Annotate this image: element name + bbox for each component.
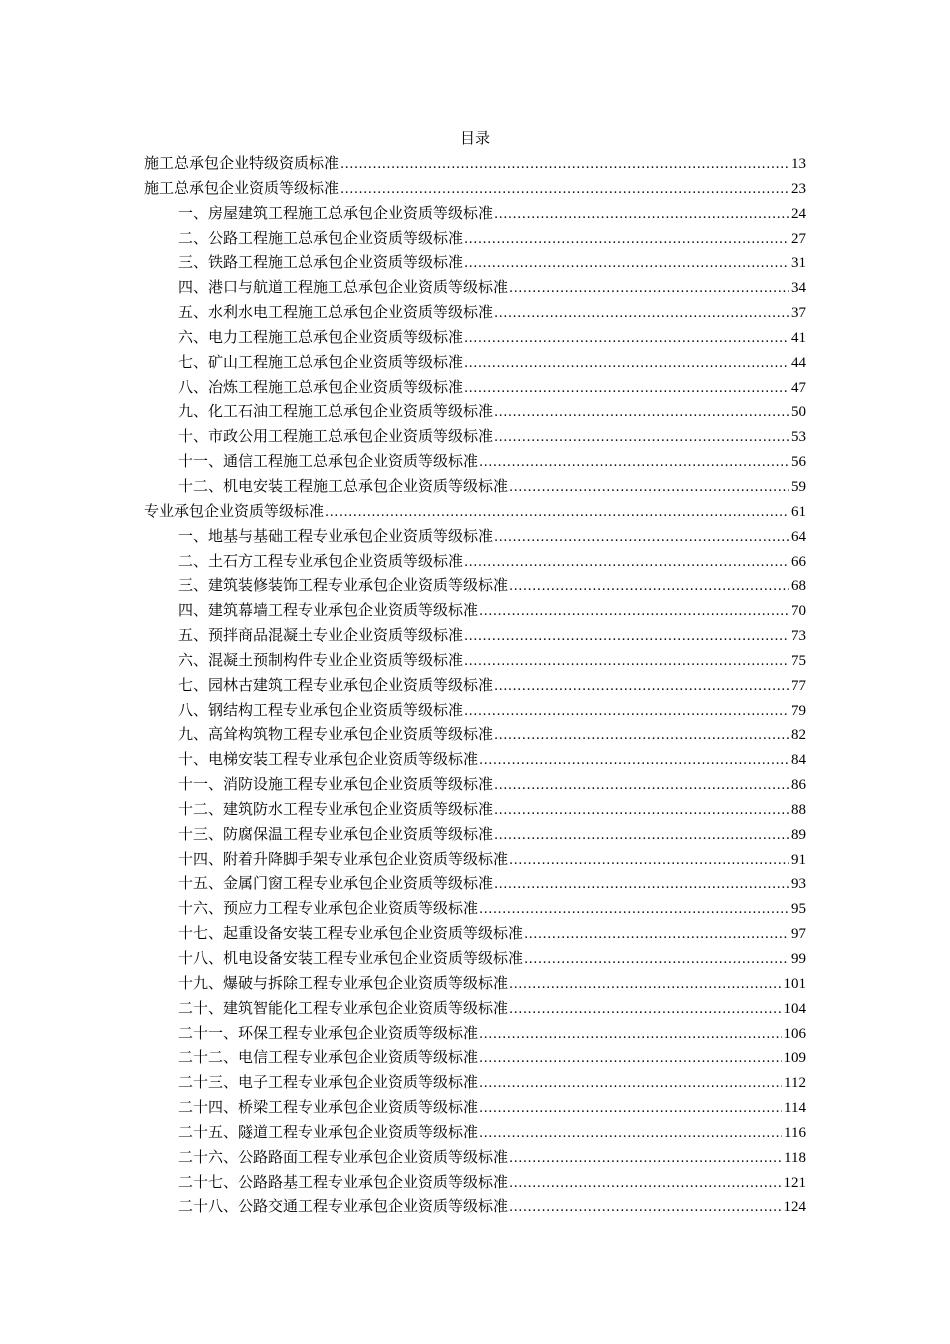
toc-page-number: 104 (783, 1000, 806, 1017)
toc-page-number: 75 (791, 652, 806, 669)
toc-entry-title: 专业承包企业资质等级标准 (144, 501, 325, 520)
toc-entry[interactable] (144, 971, 806, 996)
toc-entry[interactable] (144, 1145, 806, 1170)
toc-entry-title: 五、水利水电工程施工总承包企业资质等级标准 (178, 303, 494, 322)
toc-entry[interactable] (144, 573, 806, 598)
toc-entry[interactable] (144, 946, 806, 971)
toc-page-number: 47 (791, 379, 806, 396)
toc-page-number: 73 (791, 628, 806, 645)
toc-dot-leader (464, 352, 789, 377)
toc-entry-title: 十一、通信工程施工总承包企业资质等级标准 (178, 452, 479, 471)
toc-page-number: 91 (791, 851, 806, 868)
toc-entry[interactable] (144, 847, 806, 872)
toc-page-number: 109 (783, 1050, 806, 1067)
toc-dot-leader (494, 774, 789, 799)
toc-entry-title: 二十三、电子工程专业承包企业资质等级标准 (178, 1073, 479, 1092)
toc-entry[interactable] (144, 648, 806, 673)
toc-dot-leader (509, 998, 781, 1023)
toc-entry-title: 六、混凝土预制构件专业企业资质等级标准 (178, 650, 464, 669)
toc-entry[interactable] (144, 772, 806, 797)
toc-page-number: 82 (791, 727, 806, 744)
toc-dot-leader (464, 252, 789, 277)
toc-entry[interactable] (144, 449, 806, 474)
toc-entry[interactable] (144, 325, 806, 350)
toc-page-number: 23 (791, 180, 806, 197)
toc-dot-leader (494, 302, 789, 327)
toc-entry-title: 十、市政公用工程施工总承包企业资质等级标准 (178, 427, 494, 446)
toc-entry[interactable] (144, 424, 806, 449)
toc-entry-title: 二十、建筑智能化工程专业承包企业资质等级标准 (178, 998, 509, 1017)
toc-dot-leader (509, 476, 789, 501)
toc-entry[interactable] (144, 375, 806, 400)
toc-dot-leader (479, 749, 789, 774)
toc-entry-title: 二、土石方工程专业承包企业资质等级标准 (178, 551, 464, 570)
toc-page-number: 118 (784, 1149, 806, 1166)
toc-entry[interactable] (144, 722, 806, 747)
toc-page-number: 24 (791, 205, 806, 222)
toc-entry-title: 二十四、桥梁工程专业承包企业资质等级标准 (178, 1098, 479, 1117)
toc-page-number: 99 (791, 951, 806, 967)
toc-entry-title: 十四、附着升降脚手架专业承包企业资质等级标准 (178, 849, 509, 868)
toc-dot-leader (494, 401, 789, 426)
toc-entry-title: 施工总承包企业特级资质标准 (144, 154, 340, 172)
toc-entry-title: 十八、机电设备安装工程专业承包企业资质等级标准 (178, 949, 524, 967)
toc-entry-title: 三、铁路工程施工总承包企业资质等级标准 (178, 253, 464, 272)
toc-dot-leader (464, 625, 789, 650)
toc-entry[interactable] (144, 698, 806, 723)
toc-page-number: 34 (791, 280, 806, 297)
toc-entry[interactable] (144, 226, 806, 251)
toc-dot-leader (479, 600, 789, 625)
toc-entry[interactable] (144, 201, 806, 226)
toc-page-number: 13 (791, 156, 806, 172)
toc-page-number: 70 (791, 603, 806, 620)
toc-entry-title: 十、电梯安装工程专业承包企业资质等级标准 (178, 750, 479, 769)
toc-dot-leader (509, 1172, 781, 1197)
toc-entry-title: 十二、建筑防水工程专业承包企业资质等级标准 (178, 799, 494, 818)
toc-dot-leader (464, 650, 789, 675)
toc-entry[interactable] (144, 524, 806, 549)
toc-entry[interactable] (144, 871, 806, 896)
toc-dot-leader (479, 1047, 781, 1072)
toc-entry[interactable] (144, 1120, 806, 1145)
toc-entry-title: 一、地基与基础工程专业承包企业资质等级标准 (178, 526, 494, 545)
toc-entry-title: 十七、起重设备安装工程专业承包企业资质等级标准 (178, 924, 524, 943)
toc-page-number: 53 (791, 429, 806, 446)
toc-entry-title: 九、化工石油工程施工总承包企业资质等级标准 (178, 402, 494, 421)
toc-dot-leader (509, 849, 789, 874)
toc-dot-leader (509, 973, 781, 998)
toc-entry[interactable] (144, 350, 806, 375)
toc-entry[interactable] (144, 623, 806, 648)
toc-page-number: 106 (783, 1025, 806, 1042)
toc-page-number: 56 (791, 454, 806, 471)
toc-title: 目录 (459, 129, 490, 147)
toc-page-number: 59 (791, 478, 806, 495)
toc-entry[interactable] (144, 499, 806, 524)
toc-entry-title: 十一、消防设施工程专业承包企业资质等级标准 (178, 775, 494, 794)
toc-entry-title: 二十八、公路交通工程专业承包企业资质等级标准 (178, 1197, 509, 1216)
toc-dot-leader (479, 898, 789, 923)
toc-entry-title: 五、预拌商品混凝土专业企业资质等级标准 (178, 626, 464, 645)
toc-entry-title: 一、房屋建筑工程施工总承包企业资质等级标准 (178, 203, 494, 222)
toc-entry-title: 七、园林古建筑工程专业承包企业资质等级标准 (178, 675, 494, 694)
toc-page-number: 31 (791, 255, 806, 272)
toc-dot-leader (494, 526, 789, 551)
toc-dot-leader (464, 377, 789, 402)
toc-entry[interactable] (144, 896, 806, 921)
toc-page-number: 37 (791, 305, 806, 322)
toc-page-number: 88 (791, 801, 806, 818)
toc-entry-title: 四、建筑幕墙工程专业承包企业资质等级标准 (178, 601, 479, 620)
toc-entry-title: 八、冶炼工程施工总承包企业资质等级标准 (178, 377, 464, 396)
toc-page-number: 93 (791, 876, 806, 893)
toc-page-number: 84 (791, 752, 806, 769)
toc-list (144, 151, 806, 1219)
toc-entry[interactable] (144, 151, 806, 176)
toc-entry-title: 十五、金属门窗工程专业承包企业资质等级标准 (178, 874, 494, 893)
toc-dot-leader (464, 327, 789, 352)
toc-page-number: 97 (791, 926, 806, 943)
toc-dot-leader (509, 1196, 781, 1221)
toc-entry[interactable] (144, 1170, 806, 1195)
toc-entry[interactable] (144, 996, 806, 1021)
toc-page-number: 61 (791, 503, 806, 520)
toc-page-number: 66 (791, 553, 806, 570)
toc-dot-leader (340, 178, 789, 203)
toc-page-number: 64 (791, 528, 806, 545)
toc-dot-leader (494, 873, 789, 898)
toc-entry-title: 十六、预应力工程专业承包企业资质等级标准 (178, 899, 479, 918)
toc-entry[interactable] (144, 797, 806, 822)
toc-dot-leader (509, 575, 789, 600)
toc-entry[interactable] (144, 598, 806, 623)
toc-entry-title: 三、建筑装修装饰工程专业承包企业资质等级标准 (178, 576, 509, 595)
toc-entry-title: 十二、机电安装工程施工总承包企业资质等级标准 (178, 476, 509, 495)
toc-entry[interactable] (144, 822, 806, 847)
toc-page-number: 95 (791, 901, 806, 918)
toc-entry-title: 二十一、环保工程专业承包企业资质等级标准 (178, 1023, 479, 1042)
toc-dot-leader (340, 153, 789, 178)
toc-page-number: 114 (784, 1100, 806, 1117)
toc-entry[interactable] (144, 673, 806, 698)
toc-dot-leader (524, 923, 789, 948)
toc-entry-title: 二十七、公路路基工程专业承包企业资质等级标准 (178, 1172, 509, 1191)
toc-dot-leader (509, 277, 789, 302)
toc-entry-title: 十三、防腐保温工程专业承包企业资质等级标准 (178, 824, 494, 843)
toc-entry[interactable] (144, 549, 806, 574)
toc-dot-leader (479, 451, 789, 476)
toc-page-number: 124 (783, 1199, 806, 1216)
toc-entry-title: 施工总承包企业资质等级标准 (144, 178, 340, 197)
toc-entry-title: 七、矿山工程施工总承包企业资质等级标准 (178, 352, 464, 371)
toc-entry-title: 四、港口与航道工程施工总承包企业资质等级标准 (178, 278, 509, 297)
toc-page-number: 89 (791, 826, 806, 843)
toc-dot-leader (494, 675, 789, 700)
toc-page-number: 121 (783, 1174, 806, 1191)
toc-entry[interactable] (144, 300, 806, 325)
toc-entry[interactable] (144, 399, 806, 424)
toc-page-number: 86 (791, 777, 806, 794)
toc-dot-leader (464, 228, 789, 253)
toc-entry[interactable] (144, 1021, 806, 1046)
toc-entry[interactable] (144, 921, 806, 946)
toc-dot-leader (479, 1072, 782, 1097)
toc-entry-title: 二、公路工程施工总承包企业资质等级标准 (178, 228, 464, 247)
toc-entry-title: 八、钢结构工程专业承包企业资质等级标准 (178, 700, 464, 719)
toc-dot-leader (494, 203, 789, 228)
toc-page-number: 112 (784, 1075, 806, 1092)
toc-dot-leader (494, 724, 789, 749)
toc-entry[interactable] (144, 1095, 806, 1120)
toc-dot-leader (464, 700, 789, 725)
toc-page-number: 68 (791, 578, 806, 595)
toc-entry[interactable] (144, 474, 806, 499)
toc-dot-leader (479, 1097, 782, 1122)
toc-entry[interactable] (144, 176, 806, 201)
toc-entry[interactable] (144, 747, 806, 772)
toc-page-number: 41 (791, 329, 806, 346)
toc-entry[interactable] (144, 250, 806, 275)
toc-dot-leader (494, 799, 789, 824)
toc-page-number: 116 (784, 1124, 806, 1141)
toc-page-number: 44 (791, 354, 806, 371)
toc-page-number: 79 (791, 702, 806, 719)
toc-page-number: 50 (791, 404, 806, 421)
toc-entry[interactable] (144, 1194, 806, 1219)
toc-dot-leader (325, 501, 789, 526)
toc-page-number: 27 (791, 230, 806, 247)
toc-entry[interactable] (144, 1045, 806, 1070)
toc-dot-leader (509, 1147, 782, 1172)
toc-entry[interactable] (144, 1070, 806, 1095)
toc-entry-title: 二十五、隧道工程专业承包企业资质等级标准 (178, 1122, 479, 1141)
toc-dot-leader (524, 948, 789, 973)
toc-entry[interactable] (144, 275, 806, 300)
toc-dot-leader (479, 1122, 782, 1147)
toc-dot-leader (494, 824, 789, 849)
toc-page-number: 77 (791, 677, 806, 694)
toc-page-number: 101 (783, 975, 806, 992)
toc-entry-title: 十九、爆破与拆除工程专业承包企业资质等级标准 (178, 973, 509, 992)
toc-entry-title: 六、电力工程施工总承包企业资质等级标准 (178, 327, 464, 346)
toc-dot-leader (464, 551, 789, 576)
toc-entry-title: 二十二、电信工程专业承包企业资质等级标准 (178, 1048, 479, 1067)
toc-dot-leader (479, 1023, 781, 1048)
toc-dot-leader (494, 426, 789, 451)
toc-entry-title: 二十六、公路路面工程专业承包企业资质等级标准 (178, 1147, 509, 1166)
toc-entry-title: 九、高耸构筑物工程专业承包企业资质等级标准 (178, 725, 494, 744)
